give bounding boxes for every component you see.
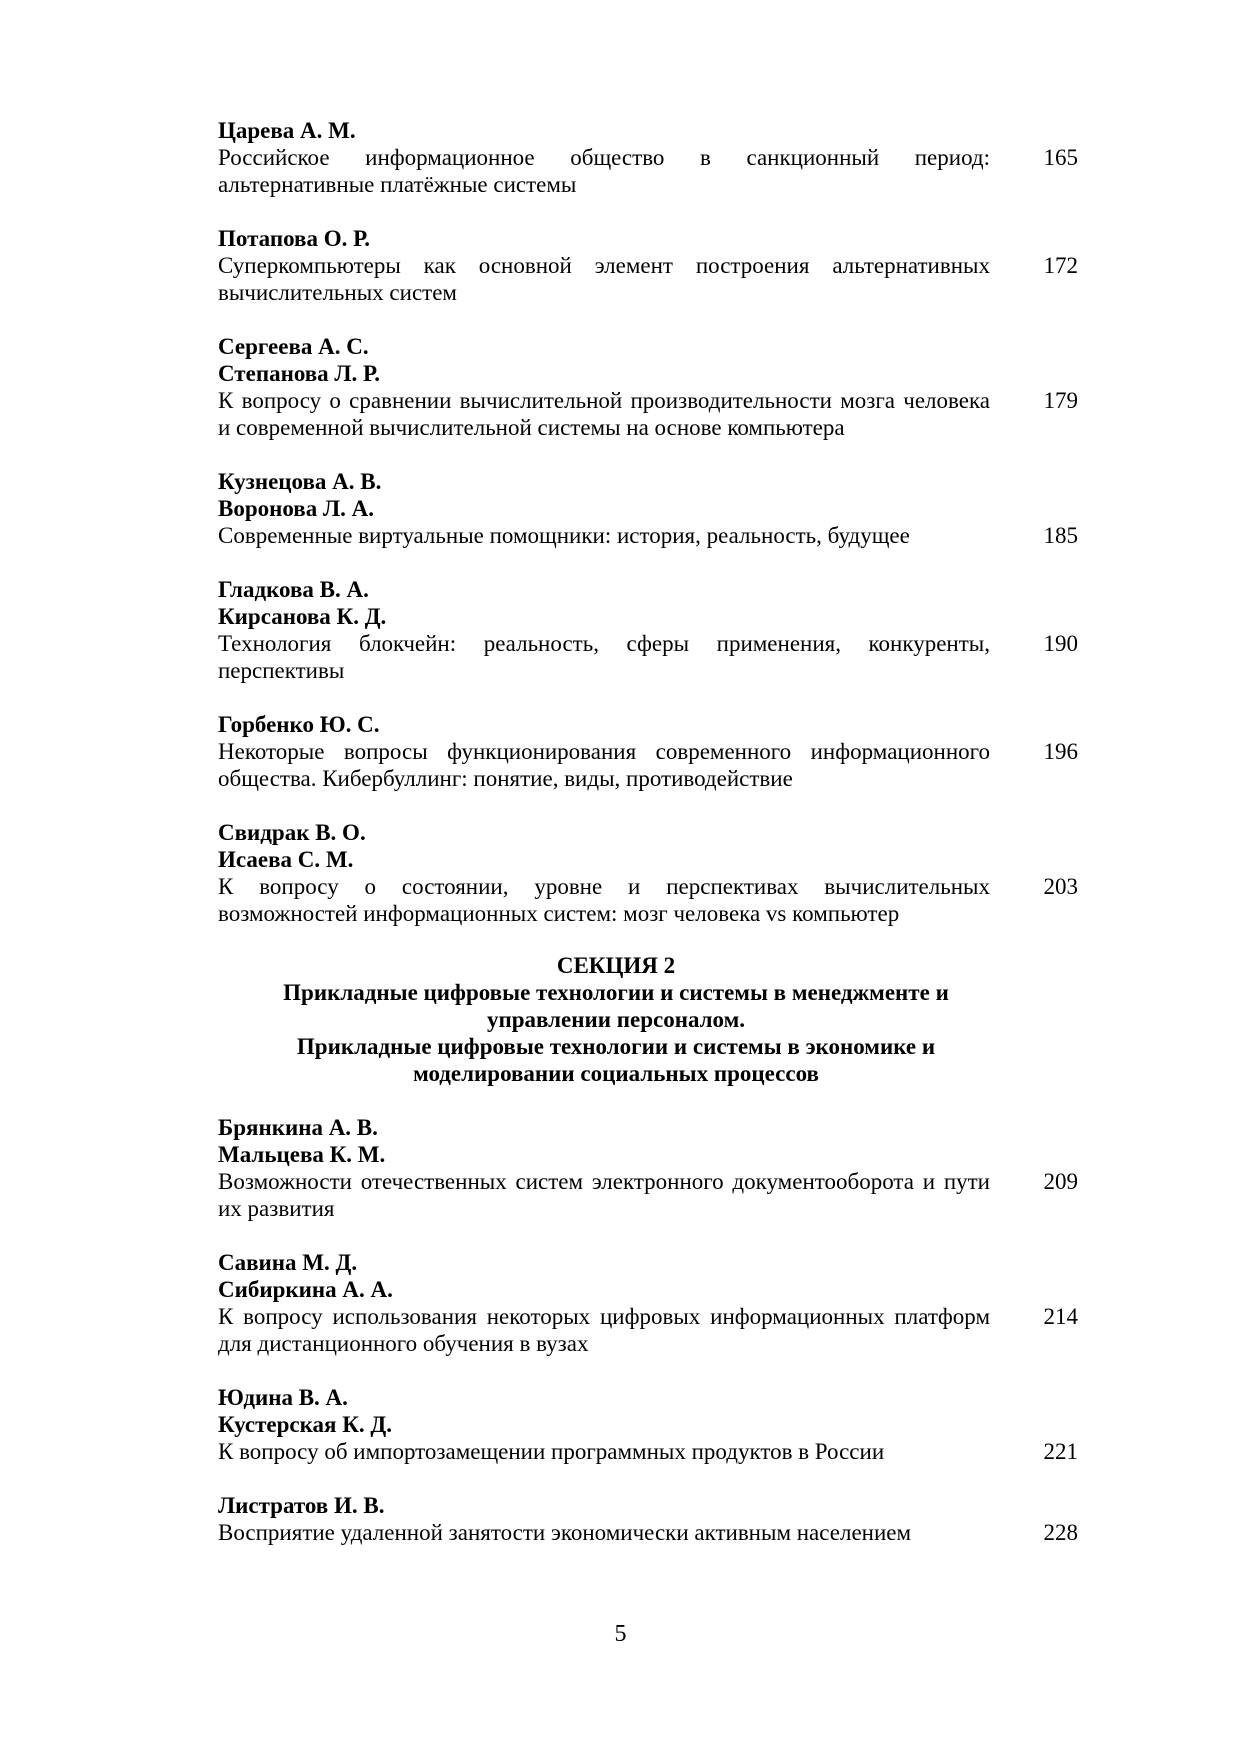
- entry-author: Листратов И. В.: [218, 1493, 385, 1518]
- entry-page-number: 203: [1043, 874, 1078, 899]
- entry-page-number: 196: [1043, 739, 1078, 764]
- entry-page-number: 190: [1043, 631, 1078, 656]
- toc-entry: [218, 333, 1078, 441]
- toc-entry: [218, 225, 1078, 306]
- entry-author: Исаева С. М.: [218, 847, 354, 872]
- section-heading-line: управлении персоналом.: [486, 1007, 746, 1032]
- entry-title: Возможности отечественных систем электронного документооборота и пути их развития: [218, 1169, 990, 1221]
- entry-page-number: 209: [1043, 1169, 1078, 1194]
- entry-title: К вопросу об импортозамещении программных продуктов в России: [218, 1439, 885, 1464]
- entry-author: Свидрак В. О.: [218, 820, 366, 845]
- toc-entry: [218, 1114, 1078, 1222]
- toc-entry: [218, 576, 1078, 684]
- entry-author: Степанова Л. Р.: [218, 361, 380, 386]
- entry-author: Сергеева А. С.: [218, 334, 369, 359]
- entry-row: [218, 630, 1078, 684]
- entry-author: Воронова Л. А.: [218, 496, 374, 521]
- toc-entry: [218, 1492, 1078, 1546]
- toc-entry: [218, 1249, 1078, 1357]
- entry-row: [218, 387, 1078, 441]
- toc-entry: [218, 117, 1078, 198]
- entry-author: Брянкина А. В.: [218, 1115, 378, 1140]
- entry-row: [218, 144, 1078, 198]
- entry-row: [218, 1168, 1078, 1222]
- section-heading-line: СЕКЦИЯ 2: [556, 953, 676, 978]
- entry-title: Суперкомпьютеры как основной элемент построения альтернативных вычислительных систем: [218, 253, 990, 305]
- entry-row: [218, 1519, 1078, 1546]
- entry-author: Потапова О. Р.: [218, 226, 371, 251]
- section-heading: [230, 952, 1002, 1087]
- entry-title: Технология блокчейн: реальность, сферы применения, конкуренты, перспективы: [218, 631, 990, 683]
- entry-author: Гладкова В. А.: [218, 577, 369, 602]
- entry-title: К вопросу о состоянии, уровне и перспективах вычислительных возможностей информационных систем: мозг человека vs компьютер: [218, 874, 990, 926]
- toc-entry: [218, 819, 1078, 927]
- section-heading-line: моделировании социальных процессов: [413, 1061, 819, 1086]
- toc-entry: [218, 1384, 1078, 1465]
- entry-author: Юдина В. А.: [218, 1385, 348, 1410]
- entry-page-number: 165: [1043, 145, 1078, 170]
- entry-row: [218, 1438, 1078, 1465]
- entry-title: К вопросу использования некоторых цифровых информационных платформ для дистанционного обучения в вузах: [218, 1304, 990, 1356]
- entry-row: [218, 522, 1078, 549]
- entry-page-number: 185: [1043, 523, 1078, 548]
- entry-title: К вопросу о сравнении вычислительной производительности мозга человека и современной вычислительной системы на основе компьютера: [218, 388, 990, 440]
- entry-author: Савина М. Д.: [218, 1250, 358, 1275]
- section-heading-line: Прикладные цифровые технологии и системы в экономике и: [296, 1034, 936, 1059]
- entry-author: Сибиркина А. А.: [218, 1277, 393, 1302]
- table-of-contents: [218, 117, 1078, 1573]
- entry-row: [218, 252, 1078, 306]
- toc-entry: [218, 468, 1078, 549]
- entry-title: Российское информационное общество в санкционный период: альтернативные платёжные системы: [218, 145, 990, 197]
- entry-author: Мальцева К. М.: [218, 1142, 386, 1167]
- entry-page-number: 179: [1043, 388, 1078, 413]
- entry-title: Некоторые вопросы функционирования современного информационного общества. Кибербуллинг: понятие, виды, противодействие: [218, 739, 990, 791]
- toc-entries-before: [218, 117, 1078, 927]
- entry-author: Кустерская К. Д.: [218, 1412, 392, 1437]
- page-number: 5: [614, 1621, 627, 1647]
- entry-page-number: 221: [1043, 1439, 1078, 1464]
- entry-author: Кузнецова А. В.: [218, 469, 382, 494]
- toc-entries-after: [218, 1114, 1078, 1546]
- entry-author: Царева А. М.: [218, 118, 356, 143]
- section-heading-line: Прикладные цифровые технологии и системы в менеджменте и: [283, 980, 949, 1005]
- entry-row: [218, 738, 1078, 792]
- entry-author: Горбенко Ю. С.: [218, 712, 380, 737]
- entry-page-number: 214: [1043, 1304, 1078, 1329]
- toc-entry: [218, 711, 1078, 792]
- entry-title: Современные виртуальные помощники: история, реальность, будущее: [218, 523, 910, 548]
- entry-row: [218, 1303, 1078, 1357]
- entry-title: Восприятие удаленной занятости экономически активным населением: [218, 1520, 912, 1545]
- entry-page-number: 228: [1043, 1520, 1078, 1545]
- entry-page-number: 172: [1043, 253, 1078, 278]
- entry-author: Кирсанова К. Д.: [218, 604, 387, 629]
- entry-row: [218, 873, 1078, 927]
